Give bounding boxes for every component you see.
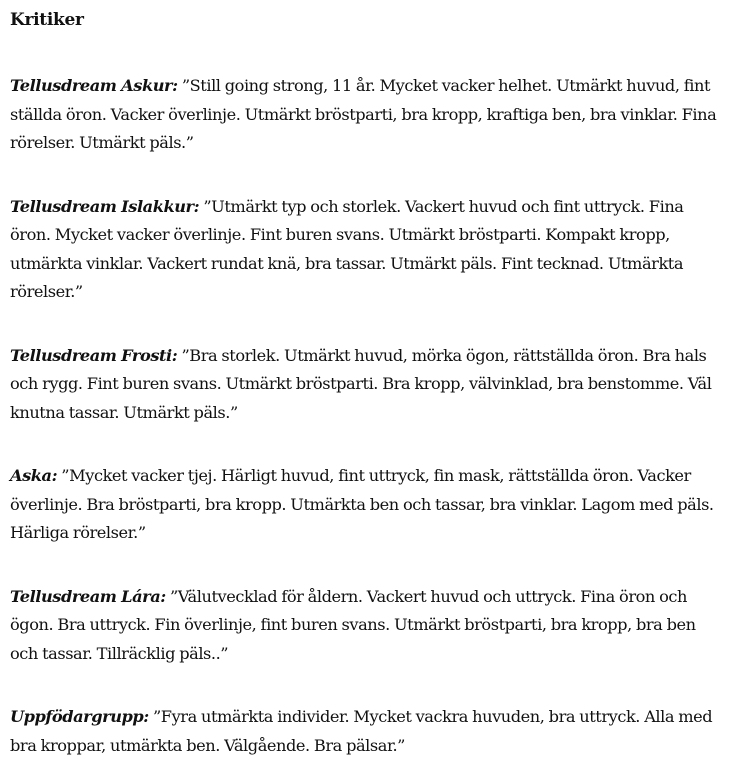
critique-text: ”Fyra utmärkta individer. Mycket vackra huvuden, bra uttryck. Alla med bra kroppar, utmärkta ben. Välgående. Bra pälsar.” [10, 707, 713, 755]
dog-name: Uppfödargrupp: [10, 707, 149, 726]
dog-name: Tellusdream Askur: [10, 76, 178, 95]
critique-text: ”Utmärkt typ och storlek. Vackert huvud och fint uttryck. Fina öron. Mycket vacker överlinje. Fint buren svans. Utmärkt bröstparti. Kompakt kropp, utmärkta vinklar. Vackert rundat knä, bra tassar. Utmärkt päls. Fint tecknad. Utmärkta rörelser.” [10, 196, 684, 301]
critique-text: ”Still going strong, 11 år. Mycket vacker helhet. Utmärkt huvud, fint ställda öron. Vacker överlinje. Utmärkt bröstparti, bra kropp, kraftiga ben, bra vinklar. Fina rörelser. Utmärkt päls.” [10, 76, 717, 152]
dog-name: Tellusdream Islakkur: [10, 196, 200, 216]
dog-name: Tellusdream Lára: [10, 586, 166, 606]
critique-islakkur [10, 193, 724, 307]
critique-text: ”Mycket vacker tjej. Härligt huvud, fint uttryck, fin mask, rättställda öron. Vacker överlinje. Bra bröstparti, bra kropp. Utmärkta ben och tassar, bra vinklar. Lagom med päls. Härliga rörelser.” [10, 466, 714, 542]
dog-name: Aska: [10, 466, 58, 485]
critique-lara [10, 583, 724, 669]
critique-text: ”Välutvecklad för åldern. Vackert huvud och uttryck. Fina öron och ögon. Bra uttryck. Fin överlinje, fint buren svans. Utmärkt bröstparti, bra kropp, bra ben och tassar. Tillräcklig päls..” [10, 586, 696, 663]
critique-breeder-group [10, 703, 724, 760]
critique-text: ”Bra storlek. Utmärkt huvud, mörka ögon, rättställda öron. Bra hals och rygg. Fint buren svans. Utmärkt bröstparti. Bra kropp, välvinklad, bra benstomme. Väl knutna tassar. Utmärkt päls.” [10, 345, 712, 422]
dog-name: Tellusdream Frosti: [10, 345, 178, 365]
critique-document [10, 8, 724, 760]
page-title: Kritiker [10, 10, 84, 30]
critique-askur [10, 72, 724, 158]
critique-frosti [10, 342, 724, 428]
critique-aska [10, 462, 724, 548]
